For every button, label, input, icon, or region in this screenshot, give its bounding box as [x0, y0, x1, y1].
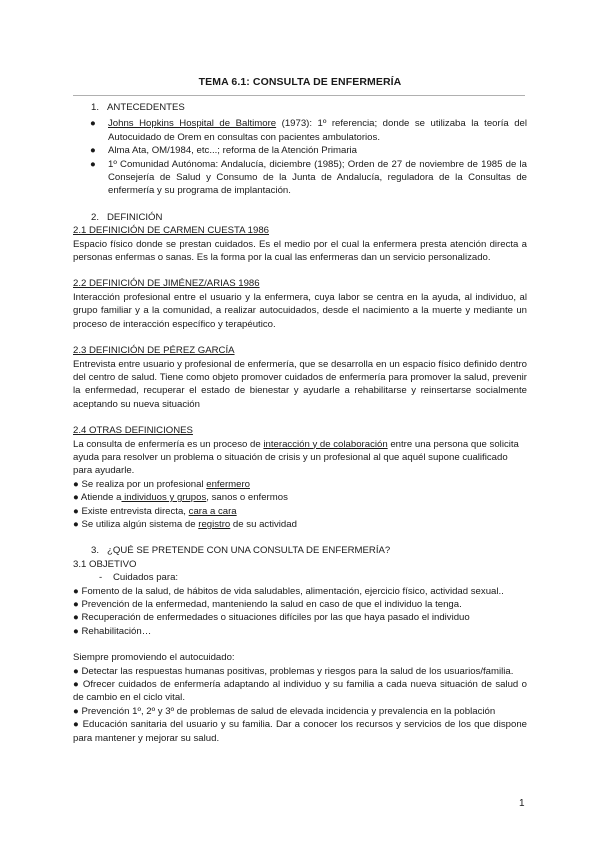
paragraph: Entrevista entre usuario y profesional de enfermería, que se desarrolla en un espacio físico definido dentro del centro de salud. Tiene como objeto promover cuidados de enfermería para promover la salud, prevenir la enfermedad, recuperar el estado de bienestar y ayudarle a rehabilitarse y reinsertarse socialmente aceptando su nueva situación — [73, 358, 527, 410]
bullet-icon: ● — [90, 145, 96, 157]
list-item-text: Cuidados para: — [113, 572, 179, 584]
section-number: 1. — [91, 102, 100, 113]
section-number: 2. — [91, 211, 100, 223]
paragraph: Interacción profesional entre el usuario y la enfermera, cuya labor se centra en la ayuda, al individuo, al grupo familiar y a la comunidad, a realizar autocuidados, desde el nacimiento a la muerte y mediante un proceso de interacción específico y terapéutico. — [73, 291, 527, 330]
page-number: 1 — [519, 798, 525, 809]
dash-item — [73, 571, 527, 584]
list-item: ● Prevención de la enfermedad, manteniendo la salud en caso de que el individuo la tenga. — [73, 599, 462, 610]
list-item-text: Se utiliza algún sistema de — [78, 518, 199, 530]
underlined-text: cara a cara — [188, 505, 237, 517]
list-item: ● Recuperación de enfermedades o situaciones difíciles por las que haya pasado el individuo — [73, 612, 470, 624]
bullet-icon: ● — [73, 505, 79, 517]
paragraph-text: entre una persona que solicita ayuda para resolver un problema o situación de crisis y un profesional al que aquél supone cualificado para ayudarle. — [73, 438, 519, 477]
list-item-text: (1973): 1º referencia; donde se utilizaba la teoría del Autocuidado de Orem en consultas con pacientes ambulatorios. — [108, 118, 527, 143]
list-item-text: Se realiza por un profesional — [78, 478, 207, 490]
list-item: ● Prevención 1º, 2º y 3º de problemas de salud de elevada incidencia y prevalencia en la población — [73, 705, 496, 717]
section-number: 3. — [91, 545, 100, 557]
underlined-text: individuos y grupos — [121, 492, 207, 504]
list-item: ● Educación sanitaria del usuario y su familia. Dar a conocer los recursos y servicios de los que dispone para mantener y mejorar su salud. — [73, 719, 527, 744]
underlined-text: Johns Hopkins Hospital de Baltimore — [108, 118, 277, 130]
list-item-text: Atiende a — [78, 492, 122, 504]
section-1-heading — [91, 101, 527, 114]
list-item-text: Existe entrevista directa, — [78, 505, 189, 517]
bullet-icon: ● — [73, 518, 79, 530]
list-item-text: , sanos o enfermos — [206, 492, 288, 504]
subsection-title: 2.2 DEFINICIÓN DE JIMÉNEZ/ARIAS 1986 — [73, 278, 260, 290]
list-item: ● Fomento de la salud, de hábitos de vida saludables, alimentación, ejercicio físico, actividad sexual.. — [73, 585, 504, 597]
subsection-title: 2.1 DEFINICIÓN DE CARMEN CUESTA 1986 — [73, 225, 270, 237]
section-title: ¿QUÉ SE PRETENDE CON UNA CONSULTA DE ENFERMERÍA? — [107, 545, 391, 557]
document-body — [73, 101, 527, 745]
section-3-heading — [91, 544, 527, 557]
subsection-title: 2.4 OTRAS DEFINICIONES — [73, 425, 193, 437]
list-item — [73, 158, 527, 198]
list-item — [73, 518, 527, 531]
paragraph: Siempre promoviendo el autocuidado: — [73, 652, 235, 664]
subsection-title: 3.1 OBJETIVO — [73, 558, 137, 570]
list-item — [73, 491, 527, 504]
list-item-text: Alma Ata, OM/1984, etc...; reforma de la Atención Primaria — [108, 145, 358, 157]
list-item-text: de su actividad — [230, 518, 297, 530]
bullet-icon: ● — [90, 158, 96, 170]
title-divider — [73, 95, 525, 96]
page-title: TEMA 6.1: CONSULTA DE ENFERMERÍA — [198, 76, 402, 88]
list-item — [73, 478, 527, 491]
paragraph: Espacio físico donde se prestan cuidados. Es el medio por el cual la enfermera presta atención directa a personas enfermas o sanas. Es la forma por la cual las enfermeras dan un servicio personalizado. — [73, 238, 527, 264]
list-item — [73, 505, 527, 518]
section-2-heading — [91, 211, 527, 224]
paragraph — [73, 438, 527, 478]
underlined-text: interacción y de colaboración — [263, 438, 388, 450]
paragraph-text: La consulta de enfermería es un proceso de — [73, 438, 264, 450]
underlined-text: enfermero — [206, 478, 250, 490]
list-item — [73, 117, 527, 144]
section-title: DEFINICIÓN — [107, 211, 163, 223]
bullet-icon: ● — [90, 118, 96, 130]
list-item-text: 1º Comunidad Autónoma: Andalucía, diciembre (1985); Orden de 27 de noviembre de 1985 de la Consejería de Salud y Consumo de la Junta de Andalucía, reguladora de la Consultas de enfermería y su programa de implantación. — [108, 158, 527, 197]
list-item: ● Ofrecer cuidados de enfermería adaptando al individuo y su familia a cada nueva situación de salud o de cambio en el ciclo vital. — [73, 679, 527, 704]
subsection-title: 2.3 DEFINICIÓN DE PÉREZ GARCÍA — [73, 345, 235, 357]
list-item — [73, 144, 527, 157]
bullet-icon: ● — [73, 492, 79, 504]
underlined-text: registro — [198, 518, 231, 530]
list-item: ● Detectar las respuestas humanas positivas, problemas y riesgos para la salud de los usuarios/familia. — [73, 665, 514, 677]
section-title: ANTECEDENTES — [107, 102, 185, 113]
bullet-icon: ● — [73, 478, 79, 490]
list-item: ● Rehabilitación… — [73, 625, 152, 637]
dash-icon: - — [99, 572, 103, 584]
